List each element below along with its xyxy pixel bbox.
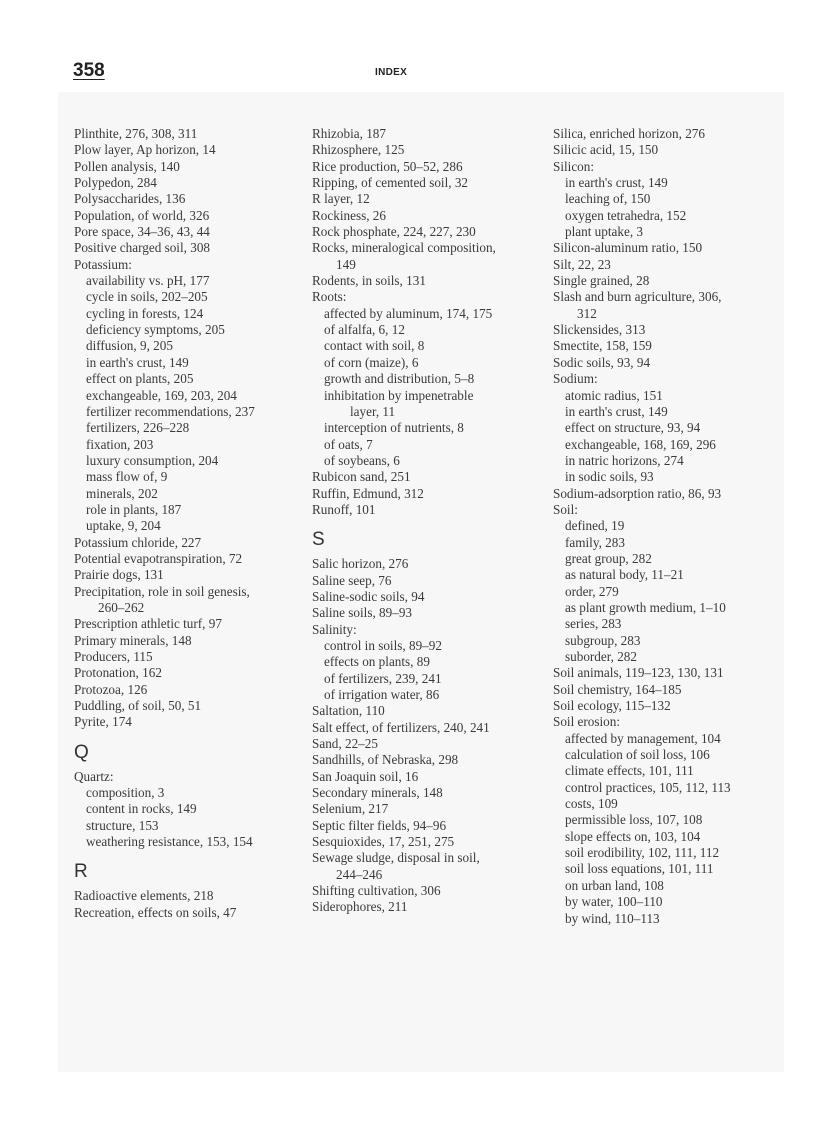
index-entry: Polypedon, 284: [74, 175, 157, 191]
index-subentry: fertilizer recommendations, 237: [86, 403, 255, 419]
index-entry-continuation: 244–246: [336, 866, 383, 882]
index-entry: Producers, 115: [74, 649, 153, 664]
index-subentry: inhibitation by impenetrable: [324, 387, 474, 403]
index-subentry: in earth's crust, 149: [86, 354, 189, 370]
index-subentry: cycling in forests, 124: [86, 305, 204, 321]
index-subentry: effect on plants, 205: [86, 371, 194, 387]
index-subentry: of fertilizers, 239, 241: [324, 670, 442, 686]
index-entry: Septic filter fields, 94–96: [312, 817, 447, 833]
index-subentry: cycle in soils, 202–205: [86, 289, 208, 305]
index-subentry: soil erodibility, 102, 111, 112: [565, 845, 720, 861]
index-subentry: permissible loss, 107, 108: [565, 812, 703, 828]
index-subentry: composition, 3: [86, 785, 165, 801]
index-entry: Silt, 22, 23: [553, 256, 611, 272]
index-entry: Siderophores, 211: [312, 899, 408, 915]
index-entry: Pore space, 34–36, 43, 44: [74, 224, 210, 240]
index-subentry: fixation, 203: [86, 436, 154, 452]
index-entry-continuation: 260–262: [98, 599, 145, 615]
index-entry: Smectite, 158, 159: [553, 338, 652, 354]
index-entry: Ripping, of cemented soil, 32: [312, 175, 469, 191]
index-subentry: minerals, 202: [86, 485, 158, 501]
index-entry: Saline soils, 89–93: [312, 605, 413, 621]
index-subentry: control in soils, 89–92: [324, 637, 442, 653]
index-subentry: structure, 153: [86, 817, 159, 833]
index-subentry: by wind, 110–113: [565, 910, 660, 926]
index-entry: Population, of world, 326: [74, 207, 210, 223]
index-subentry: effects on plants, 89: [324, 654, 430, 670]
index-entry: Rock phosphate, 224, 227, 230: [312, 224, 476, 240]
section-letter-heading: R: [74, 861, 88, 883]
index-subentry: in earth's crust, 149: [565, 403, 668, 419]
index-subentry: diffusion, 9, 205: [86, 338, 173, 354]
index-entry: Silicon:: [553, 158, 595, 174]
index-subentry: deficiency symptoms, 205: [86, 322, 225, 338]
index-subentry: role in plants, 187: [86, 501, 182, 517]
index-entry: Saline-sodic soils, 94: [312, 588, 425, 604]
index-subentry: luxury consumption, 204: [86, 452, 219, 468]
index-entry: Sewage sludge, disposal in soil,: [312, 850, 480, 866]
index-subentry: calculation of soil loss, 106: [565, 747, 710, 763]
index-entry: Sodium:: [553, 371, 598, 387]
index-entry: Radioactive elements, 218: [74, 888, 214, 904]
index-entry: Sand, 22–25: [312, 736, 378, 752]
index-subentry: great group, 282: [565, 550, 652, 566]
index-entry: Shifting cultivation, 306: [312, 883, 441, 899]
page-number: 358: [73, 60, 105, 81]
index-entry: Ruffin, Edmund, 312: [312, 485, 424, 501]
index-subentry: plant uptake, 3: [565, 224, 644, 240]
index-subentry: slope effects on, 103, 104: [565, 828, 701, 844]
index-subentry: affected by aluminum, 174, 175: [324, 305, 493, 321]
index-column-2: [312, 126, 547, 916]
index-entry: Prairie dogs, 131: [74, 567, 164, 583]
index-entry: Saline seep, 76: [312, 572, 392, 588]
index-entry: Potassium:: [74, 256, 132, 272]
index-entry-continuation: 149: [336, 256, 356, 272]
index-subentry: atomic radius, 151: [565, 387, 663, 403]
index-entry: Roots:: [312, 289, 347, 305]
index-entry: Precipitation, role in soil genesis,: [74, 583, 250, 599]
index-entry: Rockiness, 26: [312, 207, 386, 223]
index-entry: Sandhills, of Nebraska, 298: [312, 752, 459, 768]
index-entry: Rhizosphere, 125: [312, 142, 405, 158]
index-entry: R layer, 12: [312, 191, 370, 207]
index-entry: Runoff, 101: [312, 501, 376, 517]
index-entry: Silicon-aluminum ratio, 150: [553, 240, 703, 256]
index-entry: Soil ecology, 115–132: [553, 698, 671, 714]
index-entry: Puddling, of soil, 50, 51: [74, 698, 202, 714]
index-entry: Sesquioxides, 17, 251, 275: [312, 834, 455, 850]
index-entry: Sodium-adsorption ratio, 86, 93: [553, 485, 722, 501]
index-subentry: control practices, 105, 112, 113: [565, 779, 731, 795]
index-subentry: family, 283: [565, 534, 625, 550]
index-entry: Polysaccharides, 136: [74, 191, 186, 207]
index-entry: Prescription athletic turf, 97: [74, 616, 222, 632]
index-entry: Pollen analysis, 140: [74, 158, 180, 174]
index-subentry: mass flow of, 9: [86, 469, 168, 485]
index-entry: Potassium chloride, 227: [74, 534, 202, 550]
section-letter-heading: Q: [74, 741, 89, 763]
index-subentry: interception of nutrients, 8: [324, 420, 464, 436]
index-subentry: suborder, 282: [565, 649, 637, 664]
index-entry: Protozoa, 126: [74, 681, 148, 697]
index-entry: Sodic soils, 93, 94: [553, 354, 651, 370]
index-subentry: effect on structure, 93, 94: [565, 420, 701, 436]
index-entry: Soil chemistry, 164–185: [553, 681, 682, 697]
index-subentry: availability vs. pH, 177: [86, 273, 210, 289]
index-subentry: of irrigation water, 86: [324, 687, 440, 702]
index-subentry: series, 283: [565, 616, 622, 632]
index-subentry: in natric horizons, 274: [565, 452, 684, 468]
index-entry: Slickensides, 313: [553, 322, 646, 338]
index-subentry: climate effects, 101, 111: [565, 763, 694, 779]
index-subentry: costs, 109: [565, 796, 618, 812]
index-subentry: oxygen tetrahedra, 152: [565, 207, 687, 223]
index-subentry: by water, 100–110: [565, 894, 663, 910]
index-entry: Salinity:: [312, 621, 357, 637]
index-entry: Rocks, mineralogical composition,: [312, 240, 496, 256]
index-subentry: of alfalfa, 6, 12: [324, 322, 405, 338]
index-subentry: of corn (maize), 6: [324, 354, 419, 370]
index-subentry: order, 279: [565, 583, 619, 599]
index-subentry: of oats, 7: [324, 436, 373, 452]
index-entry: Silica, enriched horizon, 276: [553, 126, 705, 141]
index-subentry: uptake, 9, 204: [86, 518, 161, 534]
index-subentry: leaching of, 150: [565, 191, 651, 207]
section-letter-heading: S: [312, 529, 325, 551]
running-head: INDEX: [375, 67, 408, 78]
index-subentry: as natural body, 11–21: [565, 567, 684, 583]
index-entry: Pyrite, 174: [74, 714, 132, 730]
index-subentry: in earth's crust, 149: [565, 175, 668, 191]
index-entry: Single grained, 28: [553, 273, 650, 289]
index-entry: Soil:: [553, 501, 578, 517]
index-entry: Protonation, 162: [74, 665, 162, 681]
index-subentry: defined, 19: [565, 518, 625, 534]
index-column-3: [553, 126, 793, 927]
index-entry-continuation: layer, 11: [350, 403, 396, 419]
index-entry: Soil animals, 119–123, 130, 131: [553, 665, 724, 681]
index-subentry: growth and distribution, 5–8: [324, 371, 475, 387]
index-subentry: content in rocks, 149: [86, 801, 197, 817]
index-subentry: exchangeable, 169, 203, 204: [86, 387, 237, 403]
index-entry: Quartz:: [74, 768, 114, 784]
index-subentry: as plant growth medium, 1–10: [565, 599, 726, 615]
index-subentry: in sodic soils, 93: [565, 469, 654, 485]
index-entry: Rubicon sand, 251: [312, 469, 411, 485]
index-entry: Positive charged soil, 308: [74, 240, 211, 256]
index-entry: Slash and burn agriculture, 306,: [553, 289, 722, 305]
index-entry: Rhizobia, 187: [312, 126, 386, 141]
index-column-1: [74, 126, 299, 921]
index-entry: Potential evapotranspiration, 72: [74, 550, 243, 566]
index-entry: San Joaquin soil, 16: [312, 768, 419, 784]
index-subentry: weathering resistance, 153, 154: [86, 834, 253, 850]
index-subentry: soil loss equations, 101, 111: [565, 861, 714, 877]
index-entry: Selenium, 217: [312, 801, 389, 817]
index-subentry: subgroup, 283: [565, 632, 641, 648]
index-entry: Primary minerals, 148: [74, 632, 192, 648]
index-entry: Salt effect, of fertilizers, 240, 241: [312, 719, 490, 735]
index-subentry: exchangeable, 168, 169, 296: [565, 436, 716, 452]
index-entry: Plinthite, 276, 308, 311: [74, 126, 198, 141]
index-entry: Rice production, 50–52, 286: [312, 158, 463, 174]
index-subentry: on urban land, 108: [565, 877, 664, 893]
index-entry: Secondary minerals, 148: [312, 785, 443, 801]
index-entry: Rodents, in soils, 131: [312, 273, 426, 289]
index-entry: Saltation, 110: [312, 703, 385, 719]
index-entry: Silicic acid, 15, 150: [553, 142, 659, 158]
index-entry: Plow layer, Ap horizon, 14: [74, 142, 216, 158]
index-entry: Soil erosion:: [553, 714, 621, 730]
index-subentry: fertilizers, 226–228: [86, 420, 190, 436]
index-subentry: of soybeans, 6: [324, 452, 400, 468]
index-entry: Salic horizon, 276: [312, 556, 409, 572]
index-subentry: contact with soil, 8: [324, 338, 425, 354]
index-entry-continuation: 312: [577, 305, 597, 321]
index-entry: Recreation, effects on soils, 47: [74, 904, 237, 920]
index-subentry: affected by management, 104: [565, 730, 721, 746]
